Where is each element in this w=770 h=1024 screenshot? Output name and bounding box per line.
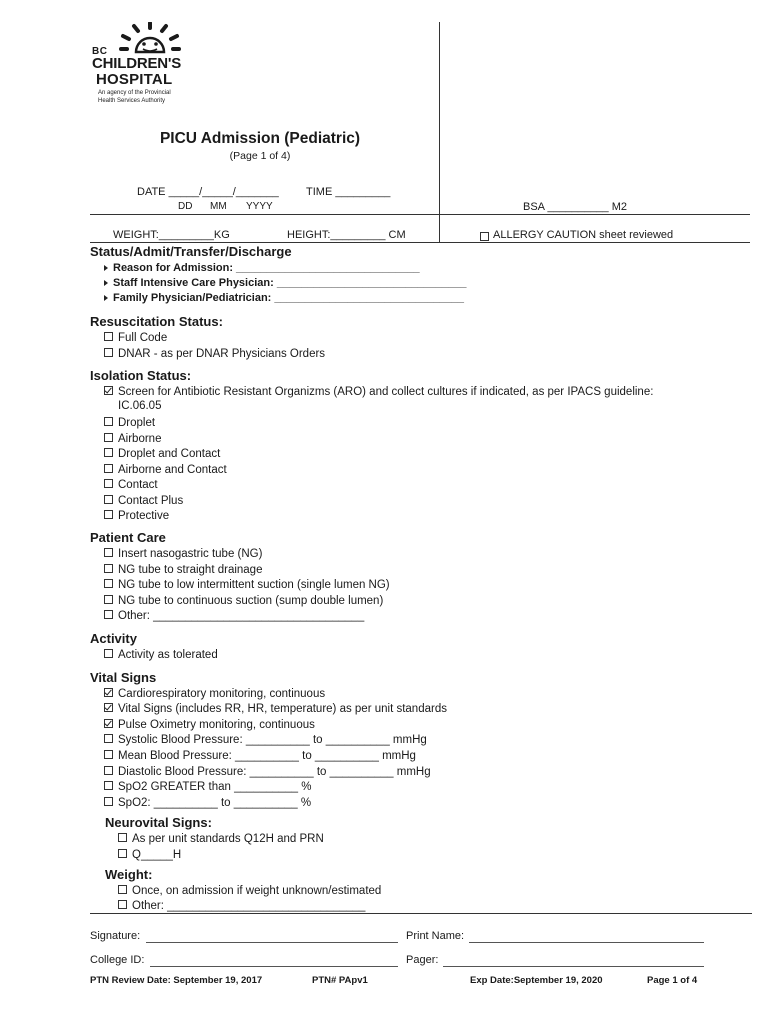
activity-heading: Activity xyxy=(90,631,137,646)
checkbox-icon[interactable] xyxy=(104,610,113,619)
hospital-logo xyxy=(92,22,202,114)
checkbox-icon[interactable] xyxy=(118,849,127,858)
weight-field[interactable]: WEIGHT:_________KG xyxy=(113,229,230,241)
checkbox-icon[interactable] xyxy=(118,833,127,842)
reason-for-admission-field[interactable]: Reason for Admission: ______________________________ xyxy=(104,262,420,274)
checkbox-contact[interactable]: Contact xyxy=(104,478,158,492)
checkbox-airborne[interactable]: Airborne xyxy=(104,432,161,446)
checkbox-full-code[interactable]: Full Code xyxy=(104,331,167,345)
logo-childrens: CHILDREN'S xyxy=(92,55,182,72)
checkbox-icon[interactable] xyxy=(104,417,113,426)
logo-hospital: HOSPITAL xyxy=(96,71,173,88)
checkbox-diastolic-bp[interactable]: Diastolic Blood Pressure: __________ to __________ mmHg xyxy=(104,765,431,779)
checkbox-systolic-bp[interactable]: Systolic Blood Pressure: __________ to __________ mmHg xyxy=(104,733,427,747)
checkbox-icon[interactable] xyxy=(104,564,113,573)
checkbox-icon[interactable] xyxy=(104,448,113,457)
print-name-label: Print Name: xyxy=(406,930,465,942)
resuscitation-heading: Resuscitation Status: xyxy=(90,314,223,329)
checkbox-icon[interactable] xyxy=(104,649,113,658)
checkbox-dnar[interactable]: DNAR - as per DNAR Physicians Orders xyxy=(104,347,325,361)
arrow-right-icon xyxy=(104,280,108,286)
checkbox-protective[interactable]: Protective xyxy=(104,509,169,523)
checkbox-insert-ng[interactable]: Insert nasogastric tube (NG) xyxy=(104,547,262,561)
neurovital-heading: Neurovital Signs: xyxy=(105,815,212,830)
checkbox-icon[interactable] xyxy=(104,464,113,473)
checkbox-icon[interactable] xyxy=(104,766,113,775)
sun-face-icon xyxy=(118,22,182,56)
checkbox-pulse-oximetry[interactable]: Pulse Oximetry monitoring, continuous xyxy=(104,718,315,732)
allergy-caution-label: ALLERGY CAUTION sheet reviewed xyxy=(493,229,674,241)
checkbox-icon[interactable] xyxy=(104,479,113,488)
ptn-number: PTN# PApv1 xyxy=(312,975,368,986)
arrow-right-icon xyxy=(104,265,108,271)
checkbox-icon[interactable] xyxy=(104,495,113,504)
checkbox-icon[interactable] xyxy=(104,348,113,357)
checkbox-spo2-range[interactable]: SpO2: __________ to __________ % xyxy=(104,796,311,810)
form-page-indicator: (Page 1 of 4) xyxy=(229,150,291,162)
logo-agency-line1: An agency of the Provincial xyxy=(98,90,171,96)
pager-field[interactable] xyxy=(443,966,704,967)
checkbox-checked-icon[interactable] xyxy=(104,703,113,712)
checkbox-mean-bp[interactable]: Mean Blood Pressure: __________ to __________ mmHg xyxy=(104,749,416,763)
checkbox-weight-once[interactable]: Once, on admission if weight unknown/estimated xyxy=(118,884,381,898)
logo-agency-line2: Health Services Authority xyxy=(98,98,166,104)
date-mm-label: MM xyxy=(210,201,227,212)
ptn-review-date: PTN Review Date: September 19, 2017 xyxy=(90,975,263,986)
footer-rule xyxy=(90,913,752,914)
date-subscript xyxy=(178,201,273,212)
checkbox-droplet[interactable]: Droplet xyxy=(104,416,155,430)
checkbox-icon[interactable] xyxy=(104,332,113,341)
checkbox-icon[interactable] xyxy=(104,797,113,806)
checkbox-ng-low-suction[interactable]: NG tube to low intermittent suction (single lumen NG) xyxy=(104,578,390,592)
isolation-heading: Isolation Status: xyxy=(90,368,192,383)
header-divider xyxy=(439,22,440,242)
pager-label: Pager: xyxy=(406,954,439,966)
checkbox-contact-plus[interactable]: Contact Plus xyxy=(104,494,183,508)
checkbox-neurovital-q-h[interactable]: Q_____H xyxy=(118,848,181,862)
checkbox-icon[interactable] xyxy=(104,579,113,588)
date-yyyy-label: YYYY xyxy=(246,201,273,212)
college-id-field[interactable] xyxy=(150,966,398,967)
checkbox-droplet-contact[interactable]: Droplet and Contact xyxy=(104,447,220,461)
allergy-caution-checkbox[interactable] xyxy=(480,229,673,241)
signature-label: Signature: xyxy=(90,930,141,942)
footer-page-indicator: Page 1 of 4 xyxy=(647,975,698,986)
bsa-field[interactable]: BSA __________ M2 xyxy=(523,201,627,213)
header-rule-1 xyxy=(90,214,750,215)
family-physician-field[interactable]: Family Physician/Pediatrician: _______________________________ xyxy=(104,292,464,304)
header-rule-2 xyxy=(90,242,750,243)
checkbox-icon[interactable] xyxy=(104,433,113,442)
checkbox-checked-icon[interactable] xyxy=(104,719,113,728)
patient-care-heading: Patient Care xyxy=(90,530,166,545)
college-id-label: College ID: xyxy=(90,954,145,966)
checkbox-airborne-contact[interactable]: Airborne and Contact xyxy=(104,463,227,477)
checkbox-weight-other[interactable]: Other: _______________________________ xyxy=(118,899,365,913)
checkbox-aro-screen[interactable]: Screen for Antibiotic Resistant Organizms (ARO) and collect cultures if indicated, as per IPACS guideline: IC.06.05 xyxy=(104,385,714,413)
checkbox-icon[interactable] xyxy=(104,548,113,557)
date-field[interactable]: DATE _____/_____/_______ xyxy=(137,186,279,198)
checkbox-icon[interactable] xyxy=(104,734,113,743)
checkbox-cardiorespiratory[interactable]: Cardiorespiratory monitoring, continuous xyxy=(104,687,325,701)
checkbox-patient-care-other[interactable]: Other: _________________________________ xyxy=(104,609,364,623)
weight-heading: Weight: xyxy=(105,867,153,882)
height-field[interactable]: HEIGHT:_________ CM xyxy=(287,229,406,241)
checkbox-icon[interactable] xyxy=(104,510,113,519)
form-title: PICU Admission (Pediatric) xyxy=(159,130,361,147)
checkbox-ng-continuous-suction[interactable]: NG tube to continuous suction (sump double lumen) xyxy=(104,594,383,608)
date-dd-label: DD xyxy=(178,201,193,212)
checkbox-neurovital-standard[interactable]: As per unit standards Q12H and PRN xyxy=(118,832,324,846)
checkbox-icon[interactable] xyxy=(104,595,113,604)
signature-field[interactable] xyxy=(146,942,398,943)
checkbox-checked-icon[interactable] xyxy=(104,386,113,395)
checkbox-checked-icon[interactable] xyxy=(104,688,113,697)
logo-bc: BC xyxy=(92,46,108,57)
expiry-date: Exp Date:September 19, 2020 xyxy=(470,975,603,986)
staff-physician-field[interactable]: Staff Intensive Care Physician: _______________________________ xyxy=(104,277,466,289)
checkbox-icon[interactable] xyxy=(104,781,113,790)
print-name-field[interactable] xyxy=(469,942,704,943)
checkbox-icon[interactable] xyxy=(104,750,113,759)
checkbox-icon[interactable] xyxy=(480,232,489,241)
checkbox-spo2-greater[interactable]: SpO2 GREATER than __________ % xyxy=(104,780,312,794)
checkbox-icon[interactable] xyxy=(118,885,127,894)
vital-signs-heading: Vital Signs xyxy=(90,670,157,685)
status-heading: Status/Admit/Transfer/Discharge xyxy=(90,244,292,259)
checkbox-activity-tolerated[interactable]: Activity as tolerated xyxy=(104,648,218,662)
checkbox-icon[interactable] xyxy=(118,900,127,909)
checkbox-ng-straight-drainage[interactable]: NG tube to straight drainage xyxy=(104,563,262,577)
arrow-right-icon xyxy=(104,295,108,301)
checkbox-vital-signs-standard[interactable]: Vital Signs (includes RR, HR, temperature) as per unit standards xyxy=(104,702,447,716)
time-field[interactable]: TIME _________ xyxy=(306,186,391,198)
